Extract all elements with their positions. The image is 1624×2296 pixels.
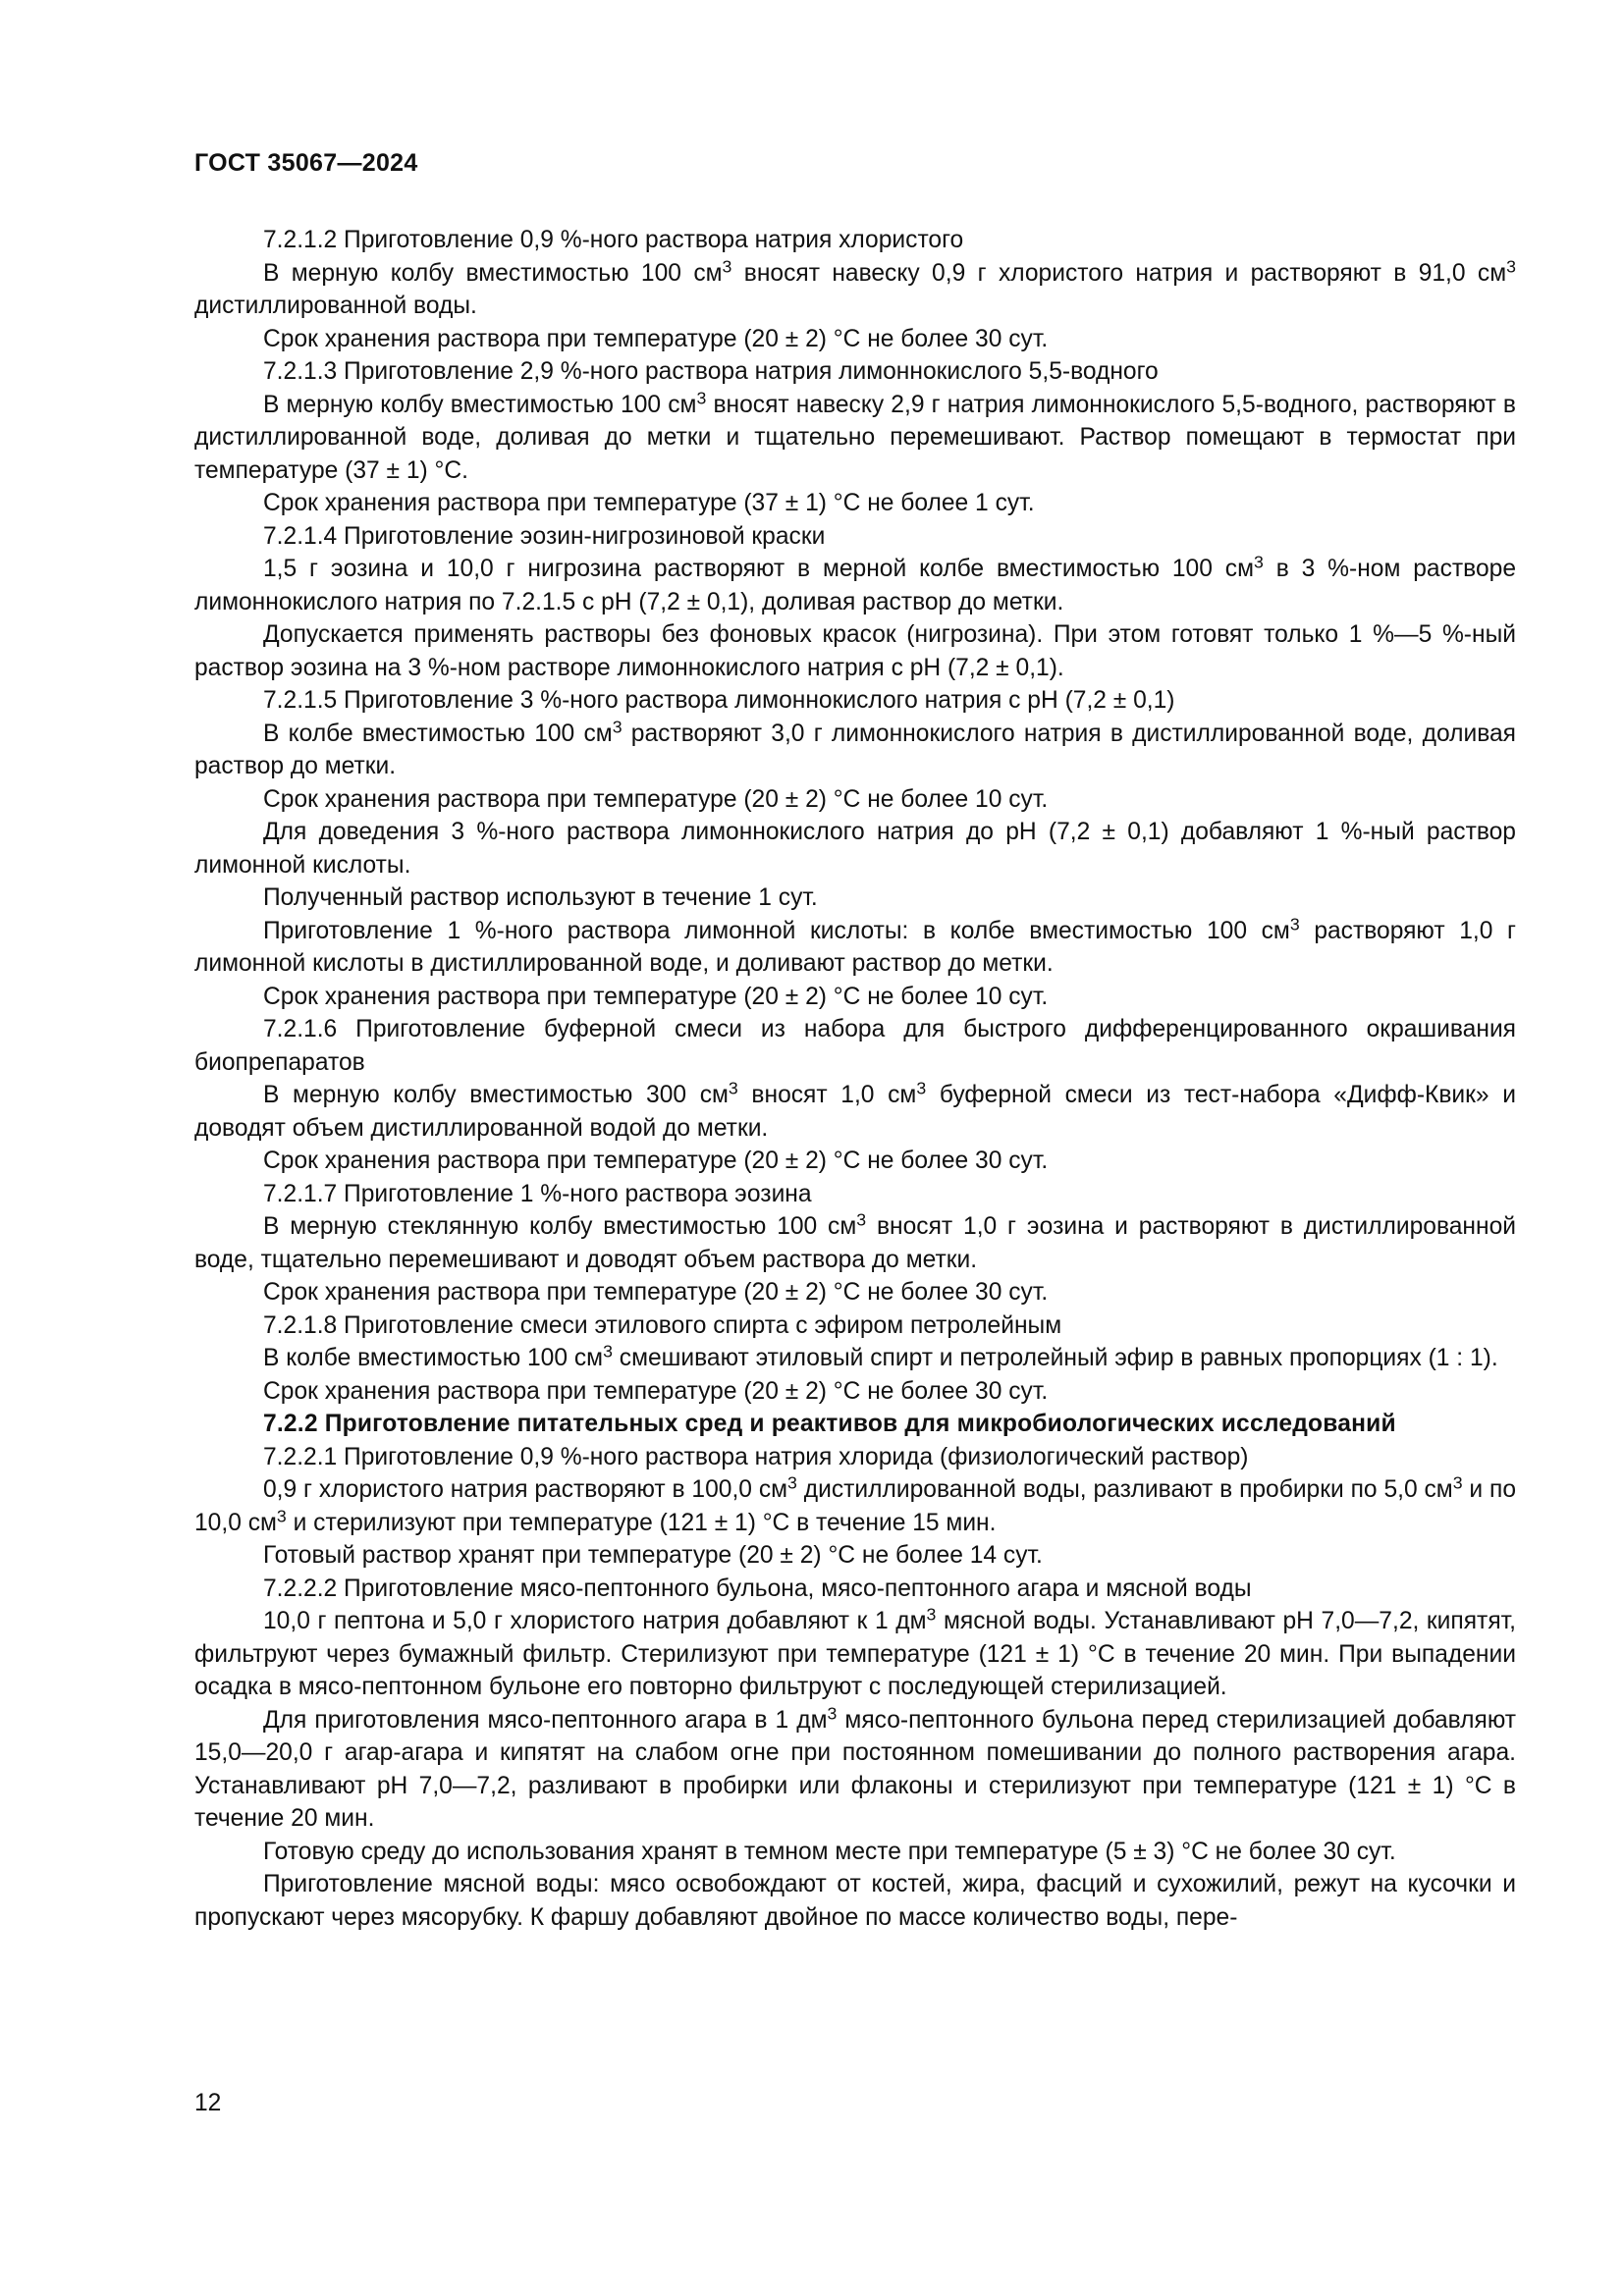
- paragraph-text: буферной смеси из тест-набора «Дифф-Квик» и доводят объем дистиллированной водой до метки.: [194, 1082, 1516, 1142]
- superscript-exponent: 3: [276, 1506, 287, 1525]
- page-number: 12: [194, 2090, 222, 2116]
- paragraph-text: 7.2.1.3 Приготовление 2,9 %-ного раствора натрия лимоннокислого 5,5-водного: [263, 358, 1159, 385]
- paragraph-text: Срок хранения раствора при температуре (20 ± 2) °С не более 30 сут.: [263, 1279, 1049, 1306]
- paragraph-text: и стерилизуют при температуре (121 ± 1) °С в течение 15 мин.: [286, 1509, 997, 1536]
- paragraph: [194, 915, 1516, 981]
- paragraph-text: Срок хранения раствора при температуре (20 ± 2) °С не более 10 сут.: [263, 785, 1049, 813]
- paragraph: [194, 618, 1516, 684]
- paragraph: [194, 981, 1516, 1014]
- paragraph-text: 7.2.2.1 Приготовление 0,9 %-ного раствора натрия хлорида (физиологический раствор): [263, 1443, 1249, 1470]
- paragraph-text: Срок хранения раствора при температуре (20 ± 2) °С не более 30 сут.: [263, 325, 1049, 352]
- paragraph-text: растворяют 3,0 г лимоннокислого натрия в дистиллированной воде, доливая раствор до метки.: [194, 720, 1516, 779]
- paragraph: [194, 323, 1516, 356]
- paragraph-text: Допускается применять растворы без фоновых красок (нигрозина). При этом готовят только 1 %—5 %-ный раствор эозина на 3 %-ном растворе лимоннокислого натрия с рН (7,2 ± 0,1).: [194, 621, 1516, 681]
- paragraph: [194, 1145, 1516, 1178]
- paragraph-text: 7.2.2 Приготовление питательных сред и реактивов для микробиологических исследований: [263, 1411, 1396, 1437]
- superscript-exponent: 3: [787, 1472, 797, 1493]
- paragraph: [194, 684, 1516, 718]
- superscript-exponent: 3: [728, 1078, 738, 1098]
- paragraph: [194, 1178, 1516, 1211]
- paragraph-text: Для приготовления мясо-пептонного агара в 1 дм: [263, 1706, 828, 1734]
- paragraph-text: Готовую среду до использования хранят в темном месте при температуре (5 ± 3) °С не более 30 сут.: [263, 1838, 1396, 1865]
- paragraph-text: Срок хранения раствора при температуре (20 ± 2) °С не более 30 сут.: [263, 1148, 1049, 1174]
- paragraph-text: Срок хранения раствора при температуре (37 ± 1) °С не более 1 сут.: [263, 490, 1035, 516]
- paragraph-text: в 3 %-ном растворе лимоннокислого натрия по 7.2.1.5 с рН (7,2 ± 0,1), доливая раствор до метки.: [194, 556, 1516, 615]
- paragraph-text: вносят навеску 0,9 г хлористого натрия и растворяют в 91,0 см: [731, 259, 1507, 287]
- paragraph-text: Для доведения 3 %-ного раствора лимоннокислого натрия до рН (7,2 ± 0,1) добавляют 1 %-ный раствор лимонной кислоты.: [194, 819, 1516, 879]
- paragraph-text: вносят навеску 2,9 г натрия лимоннокислого 5,5-водного, растворяют в дистиллированной воде, доливая до метки и тщательно перемешивают. Раствор помещают в термостат при температуре (37 ± 1) °С.: [194, 391, 1516, 484]
- paragraph-text: 7.2.1.7 Приготовление 1 %-ного раствора эозина: [263, 1180, 812, 1207]
- paragraph: [194, 783, 1516, 817]
- paragraph: [194, 1079, 1516, 1145]
- paragraph: [194, 389, 1516, 488]
- superscript-exponent: 3: [916, 1078, 927, 1098]
- paragraph-text: В колбе вместимостью 100 см: [263, 1345, 604, 1371]
- paragraph-text: Срок хранения раствора при температуре (20 ± 2) °С не более 10 сут.: [263, 983, 1049, 1010]
- paragraph-text: 7.2.1.6 Приготовление буферной смеси из набора для быстрого дифференцированного окрашивания биопрепаратов: [194, 1016, 1516, 1076]
- paragraph: [194, 1342, 1516, 1375]
- superscript-exponent: 3: [696, 388, 707, 407]
- paragraph: [194, 718, 1516, 783]
- paragraph: [194, 1539, 1516, 1573]
- paragraph: [194, 881, 1516, 915]
- paragraph-text: В колбе вместимостью 100 см: [263, 720, 613, 747]
- paragraph: [194, 1013, 1516, 1079]
- superscript-exponent: 3: [1452, 1472, 1463, 1493]
- paragraph-text: Срок хранения раствора при температуре (20 ± 2) °С не более 30 сут.: [263, 1377, 1049, 1405]
- paragraph-text: мясо-пептонного бульона перед стерилизацией добавляют 15,0—20,0 г агар-агара и кипятят на слабом огне при постоянном помешивании до полного растворения агара. Устанавливают рН 7,0—7,2, разливают в пробирки или флаконы и стерилизуют при температуре (121 ± 1) °С в течение 20 мин.: [194, 1706, 1516, 1832]
- paragraph: [194, 355, 1516, 389]
- paragraph: [194, 1441, 1516, 1474]
- paragraph: [194, 816, 1516, 881]
- superscript-exponent: 3: [827, 1703, 838, 1723]
- paragraph-text: растворяют 1,0 г лимонной кислоты в дистиллированной воде, и доливают раствор до метки.: [194, 917, 1516, 977]
- paragraph: [194, 1704, 1516, 1836]
- paragraph-text: Приготовление мясной воды: мясо освобождают от костей, жира, фасций и сухожилий, режут на кусочки и пропускают через мясорубку. К фаршу добавляют двойное по массе количество воды, пере-: [194, 1871, 1516, 1931]
- paragraph-text: 7.2.1.4 Приготовление эозин-нигрозиновой краски: [263, 522, 826, 550]
- superscript-exponent: 3: [1289, 914, 1300, 934]
- superscript-exponent: 3: [1253, 552, 1264, 572]
- paragraph: [194, 1375, 1516, 1409]
- paragraph-text: 7.2.1.8 Приготовление смеси этилового спирта с эфиром петролейным: [263, 1311, 1062, 1339]
- section-heading: [194, 1408, 1516, 1441]
- paragraph-text: Готовый раствор хранят при температуре (20 ± 2) °С не более 14 сут.: [263, 1542, 1043, 1569]
- superscript-exponent: 3: [926, 1604, 937, 1625]
- paragraph-text: 0,9 г хлористого натрия растворяют в 100,0 см: [263, 1476, 788, 1503]
- paragraph-text: вносят 1,0 г эозина и растворяют в дистиллированной воде, тщательно перемешивают и доводят объем раствора до метки.: [194, 1213, 1516, 1273]
- superscript-exponent: 3: [856, 1209, 867, 1230]
- paragraph-text: В мерную колбу вместимостью 100 см: [263, 259, 723, 287]
- paragraph: [194, 224, 1516, 257]
- paragraph-text: В мерную колбу вместимостью 100 см: [263, 391, 697, 418]
- paragraph: [194, 1276, 1516, 1309]
- paragraph: [194, 1309, 1516, 1343]
- paragraph-text: 7.2.1.2 Приготовление 0,9 %-ного раствора натрия хлористого: [263, 227, 964, 253]
- paragraph-text: мясной воды. Устанавливают рН 7,0—7,2, кипятят, фильтруют через бумажный фильтр. Стерилизуют при температуре (121 ± 1) °С в течение 20 мин. При выпадении осадка в мясо-пептонном бульоне его повторно фильтруют с последующей стерилизацией.: [194, 1608, 1517, 1700]
- paragraph: [194, 1836, 1516, 1869]
- superscript-exponent: 3: [603, 1341, 613, 1362]
- paragraph: [194, 1473, 1516, 1539]
- document-body: [194, 224, 1516, 1934]
- paragraph-text: вносят 1,0 см: [737, 1082, 917, 1108]
- paragraph-text: 7.2.2.2 Приготовление мясо-пептонного бульона, мясо-пептонного агара и мясной воды: [263, 1575, 1252, 1602]
- paragraph: [194, 257, 1516, 323]
- paragraph-text: В мерную колбу вместимостью 300 см: [263, 1082, 729, 1108]
- paragraph: [194, 1573, 1516, 1606]
- paragraph: [194, 1605, 1516, 1704]
- paragraph: [194, 1210, 1516, 1276]
- paragraph-text: 7.2.1.5 Приготовление 3 %-ного раствора лимоннокислого натрия с рН (7,2 ± 0,1): [263, 687, 1175, 714]
- superscript-exponent: 3: [722, 256, 732, 276]
- superscript-exponent: 3: [1506, 256, 1516, 276]
- paragraph-text: дистиллированной воды.: [194, 293, 477, 319]
- paragraph: [194, 520, 1516, 554]
- paragraph: [194, 487, 1516, 520]
- paragraph-text: дистиллированной воды, разливают в пробирки по 5,0 см: [796, 1476, 1453, 1503]
- paragraph-text: 1,5 г эозина и 10,0 г нигрозина растворяют в мерной колбе вместимостью 100 см: [263, 556, 1254, 582]
- superscript-exponent: 3: [612, 717, 623, 736]
- paragraph: [194, 553, 1516, 618]
- paragraph: [194, 1868, 1516, 1934]
- paragraph-text: Приготовление 1 %-ного раствора лимонной кислоты: в колбе вместимостью 100 см: [263, 917, 1290, 944]
- paragraph-text: смешивают этиловый спирт и петролейный эфир в равных пропорциях (1 : 1).: [612, 1345, 1498, 1371]
- paragraph-text: и по 10,0 см: [194, 1476, 1517, 1536]
- paragraph-text: Полученный раствор используют в течение 1 сут.: [263, 884, 818, 911]
- document-header: ГОСТ 35067—2024: [194, 149, 418, 177]
- paragraph-text: 10,0 г пептона и 5,0 г хлористого натрия добавляют к 1 дм: [263, 1608, 927, 1634]
- paragraph-text: В мерную стеклянную колбу вместимостью 100 см: [263, 1213, 857, 1240]
